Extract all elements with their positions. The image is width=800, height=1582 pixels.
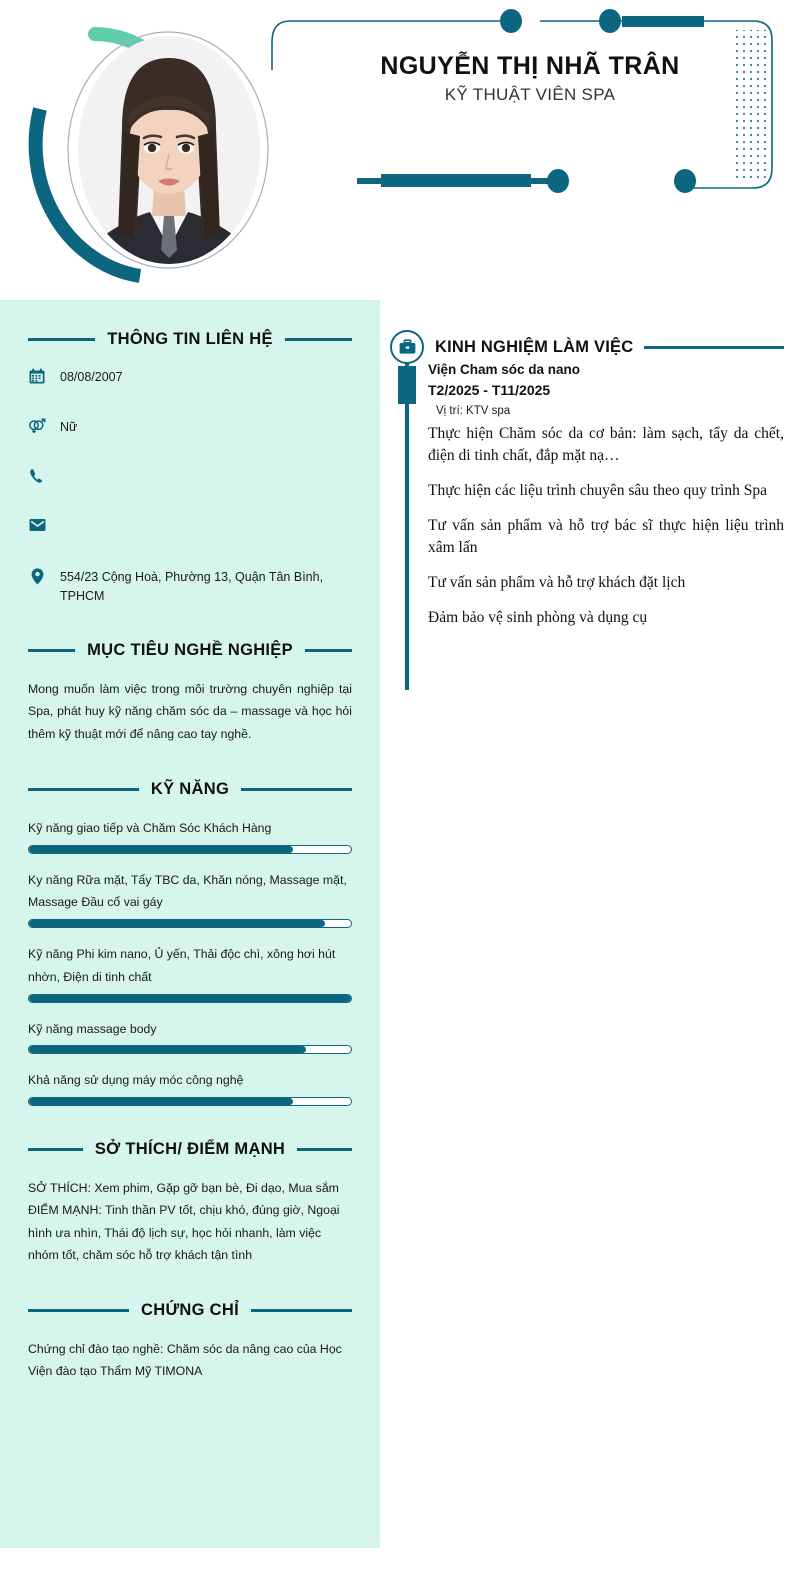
skill-progress-track [28, 919, 352, 928]
rule-left [28, 338, 95, 341]
skill-progress-fill [29, 1046, 306, 1053]
rule-left [28, 1148, 83, 1151]
skill-progress-track [28, 1097, 352, 1106]
section-title-experience: KINH NGHIỆM LÀM VIỆC [435, 337, 634, 356]
section-header-contact [28, 330, 352, 349]
rule-right [285, 338, 352, 341]
certificate-text: Chứng chỉ đào tạo nghề: Chăm sóc da nâng cao của Học Viện đào tạo Thẩm Mỹ TIMONA [28, 1341, 342, 1378]
briefcase-icon [390, 330, 424, 364]
skill-progress-fill [29, 1098, 293, 1105]
experience-bullet: Tư vấn sản phẩm và hỗ trợ bác sĩ thực hiện liệu trình xâm lấn [428, 516, 784, 556]
rule-left [28, 788, 139, 791]
left-sidebar [0, 300, 380, 1548]
skill-progress-track [28, 994, 352, 1003]
skill-item [28, 1069, 352, 1106]
section-header-objective [28, 641, 352, 660]
rule-right [305, 649, 352, 652]
experience-bullet: Đảm bảo vệ sinh phòng và dụng cụ [428, 608, 648, 626]
contact-item-birthdate [28, 367, 352, 397]
skill-label: Khả năng sử dụng máy móc công nghệ [28, 1073, 244, 1088]
skill-progress-fill [29, 995, 351, 1002]
timeline-line [405, 360, 409, 690]
experience-organization: Viện Cham sóc da nano [428, 362, 581, 377]
skill-label: Kỹ năng giao tiếp và Chăm Sóc Khách Hàng [28, 820, 272, 835]
location-icon [28, 567, 46, 585]
experience-bullet: Tư vấn sản phẩm và hỗ trợ khách đặt lịch [428, 573, 686, 591]
rule-right [644, 346, 784, 349]
experience-entry [388, 360, 784, 629]
section-title-hobbies: SỞ THÍCH/ ĐIỂM MẠNH [94, 1140, 286, 1159]
experience-date-range: T2/2025 - T11/2025 [428, 381, 551, 398]
contact-list [28, 367, 352, 607]
skill-label: Ky năng Rữa mặt, Tẩy TBC da, Khăn nóng, Massage mặt, Massage Đầu cổ vai gáy [28, 872, 347, 910]
section-header-certificate [28, 1301, 352, 1320]
section-title-objective: MỤC TIÊU NGHỀ NGHIỆP [87, 640, 293, 659]
rule-left [28, 1309, 129, 1312]
job-role: KỸ THUẬT VIÊN SPA [444, 84, 616, 104]
skill-progress-fill [29, 846, 293, 853]
contact-item-address [28, 567, 352, 607]
contact-value-address: 554/23 Cộng Hoà, Phường 13, Quận Tân Bình, TPHCM [60, 570, 324, 604]
rule-right [251, 1309, 352, 1312]
hobbies-text: SỞ THÍCH: Xem phim, Gặp gỡ bạn bè, Đi dạo, Mua sắm [28, 1181, 339, 1196]
skill-progress-fill [29, 920, 325, 927]
section-hobbies [28, 1140, 352, 1267]
section-title-contact: THÔNG TIN LIÊN HỆ [107, 330, 273, 348]
name-block [340, 52, 720, 105]
experience-bullet: Thực hiện Chăm sóc da cơ bản: làm sạch, tẩy da chết, điện di tinh chất, đắp mặt nạ… [428, 424, 784, 464]
strengths-text: ĐIỂM MẠNH: Tinh thần PV tốt, chịu khó, đúng giờ, Ngoại hình ưa nhìn, Thái độ lịch sự, học hỏi nhanh, làm việc nhóm tốt, chăm sóc hỗ trợ khách tận tình [28, 1203, 340, 1263]
contact-item-email[interactable] [28, 517, 352, 547]
rule-left [28, 649, 75, 652]
cv-header [0, 0, 800, 300]
skill-item [28, 1018, 352, 1055]
main-content [380, 300, 800, 649]
calendar-icon [28, 367, 46, 384]
contact-value-birthdate: 08/08/2007 [60, 370, 123, 384]
section-certificate [28, 1301, 352, 1383]
skill-label: Kỹ năng Phi kim nano, Ủ yến, Thải độc chì, xông hơi hút nhờn, Điện di tinh chất [28, 947, 336, 984]
page-title: NGUYỄN THỊ NHÃ TRÂN [380, 52, 680, 80]
section-skills [28, 780, 352, 1106]
avatar [20, 14, 295, 286]
timeline-node [398, 366, 416, 404]
skill-progress-track [28, 1045, 352, 1054]
rule-right [241, 788, 352, 791]
gender-icon [28, 417, 46, 434]
phone-icon [28, 467, 46, 484]
section-title-certificate: CHỨNG CHỈ [141, 1300, 239, 1319]
section-title-skills: KỸ NĂNG [150, 779, 230, 798]
objective-text: Mong muốn làm việc trong môi trường chuyên nghiệp tại Spa, phát huy kỹ năng chăm sóc da – massage và học hỏi thêm kỹ thuật mới để nâng cao tay nghề. [28, 681, 352, 742]
skill-label: Kỹ năng massage body [28, 1021, 157, 1036]
skill-item [28, 817, 352, 854]
rule-right [297, 1148, 352, 1151]
section-header-experience [390, 330, 784, 364]
contact-item-phone[interactable] [28, 467, 352, 497]
section-header-skills [28, 780, 352, 799]
contact-item-gender [28, 417, 352, 447]
email-icon [28, 517, 46, 532]
cv-body [0, 300, 800, 1548]
experience-bullet: Thực hiện các liệu trình chuyên sâu theo quy trình Spa [428, 481, 767, 499]
contact-value-gender: Nữ [60, 420, 78, 434]
avatar-photo [78, 36, 260, 264]
experience-position: Vị trí: KTV spa [436, 404, 511, 417]
skill-item [28, 943, 352, 1002]
section-header-hobbies [28, 1140, 352, 1159]
section-objective [28, 641, 352, 746]
skill-item [28, 869, 352, 928]
skill-progress-track [28, 845, 352, 854]
